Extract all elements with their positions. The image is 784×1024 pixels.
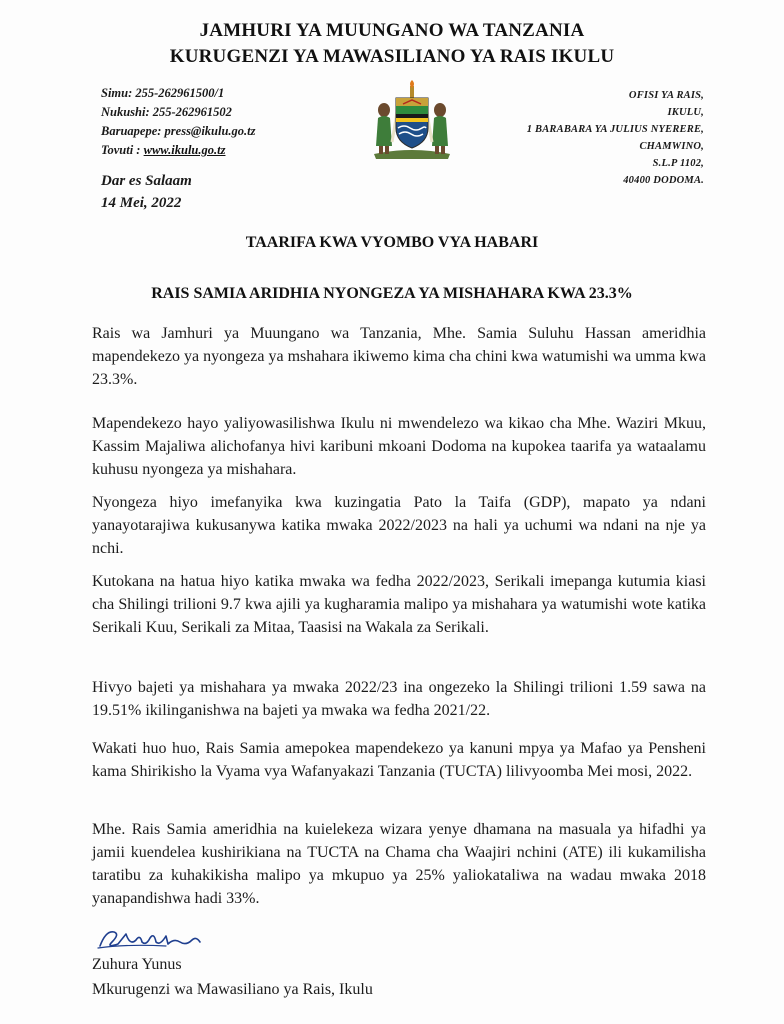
- body-paragraph: Wakati huo huo, Rais Samia amepokea mapendekezo ya kanuni mpya ya Mafao ya Pensheni kama Shirikisho la Vyama vya Wafanyakazi Tanzania (TUCTA) lilivyoomba Mei mosi, 2022.: [92, 740, 706, 780]
- document-subject: RAIS SAMIA ARIDHIA NYONGEZA YA MISHAHARA KWA 23.3%: [151, 285, 633, 302]
- dateline-place: Dar es Salaam: [101, 173, 192, 189]
- signer-name: Zuhura Yunus: [92, 956, 182, 973]
- tanzania-coat-of-arms-icon: [368, 80, 456, 160]
- address-line: IKULU,: [667, 107, 704, 118]
- body-paragraph: Rais wa Jamhuri ya Muungano wa Tanzania, Mhe. Samia Suluhu Hassan ameridhia mapendekezo ya nyongeza ya mshahara ikiwemo kima cha chini kwa watumishi wa umma kwa 23.3%.: [92, 325, 706, 388]
- body-paragraph: Hivyo bajeti ya mishahara ya mwaka 2022/23 ina ongezeko la Shilingi trilioni 1.59 sawa na 19.51% ikilinganishwa na bajeti ya mwaka wa fedha 2021/22.: [92, 679, 706, 719]
- contact-fax: Nukushi: 255-262961502: [101, 105, 232, 119]
- body-paragraph: Mhe. Rais Samia ameridhia na kuielekeza wizara yenye dhamana na masuala ya hifadhi ya jamii kuendelea kushirikiana na TUCTA na Chama cha Waajiri nchini (ATE) ili kukamilisha taratibu za kuhakikisha malipo ya mkupuo ya 25% yaliokataliwa na wadau mwaka 2018 yanapandishwa hadi 33%.: [92, 821, 706, 907]
- contact-website-label: Tovuti :: [101, 143, 144, 157]
- website-link[interactable]: www.ikulu.go.tz: [143, 143, 226, 157]
- body-paragraph: Nyongeza hiyo imefanyika kwa kuzingatia Pato la Taifa (GDP), mapato ya ndani yanayotarajiwa kukusanywa katika mwaka 2022/2023 na hali ya uchumi wa ndani na nje ya nchi.: [92, 494, 706, 557]
- body-paragraph: Mapendekezo hayo yaliyowasilishwa Ikulu ni mwendelezo wa kikao cha Mhe. Waziri Mkuu, Kassim Majaliwa alichofanya hivi karibuni mkoani Dodoma na kupokea taarifa ya wataalamu kuhusu nyongeza ya mishahara.: [92, 415, 706, 478]
- header-republic-name: JAMHURI YA MUUNGANO WA TANZANIA: [199, 20, 585, 41]
- dateline: [101, 170, 192, 214]
- dateline-date: 14 Mei, 2022: [101, 195, 182, 211]
- contact-website-row: [101, 141, 256, 160]
- document-heading: TAARIFA KWA VYOMBO VYA HABARI: [245, 234, 539, 251]
- contact-phone: Simu: 255-262961500/1: [101, 86, 225, 100]
- header-directorate-name: KURUGENZI YA MAWASILIANO YA RAIS IKULU: [169, 46, 615, 67]
- contact-email: Baruapepe: press@ikulu.go.tz: [101, 124, 256, 138]
- address-line: S.L.P 1102,: [652, 158, 704, 169]
- address-line: OFISI YA RAIS,: [628, 90, 704, 101]
- contact-block: [101, 84, 256, 160]
- body-paragraph: Kutokana na hatua hiyo katika mwaka wa fedha 2022/2023, Serikali imepanga kutumia kiasi cha Shilingi trilioni 9.7 kwa ajili ya kugharamia malipo ya mishahara ya watumishi wote katika Serikali Kuu, Serikali za Mitaa, Taasisi na Wakala za Serikali.: [92, 573, 706, 636]
- address-block: [527, 87, 704, 189]
- address-line: CHAMWINO,: [639, 141, 704, 152]
- address-line: 40400 DODOMA.: [623, 175, 704, 186]
- handwritten-signature: [96, 924, 206, 954]
- address-line: 1 BARABARA YA JULIUS NYERERE,: [526, 124, 704, 135]
- signer-title: Mkurugenzi wa Mawasiliano ya Rais, Ikulu: [92, 981, 373, 998]
